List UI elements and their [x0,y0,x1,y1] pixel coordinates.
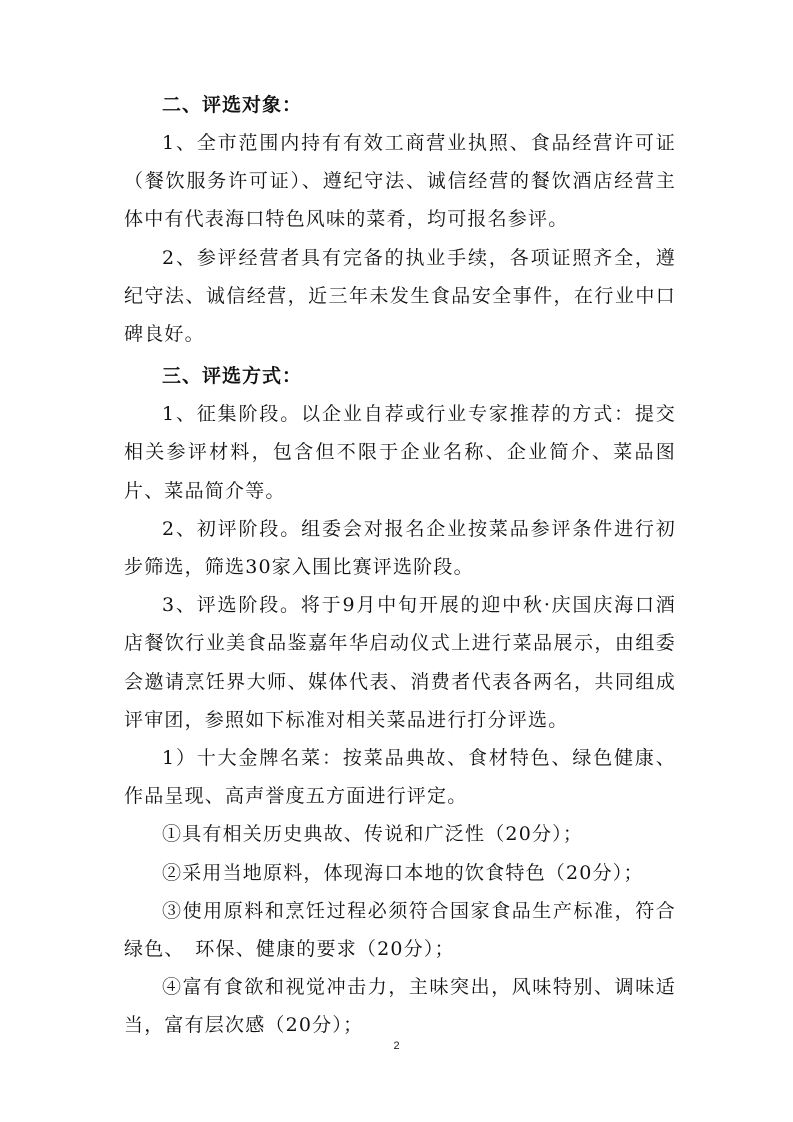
criterion-item-1: ①具有相关历史典故、传说和广泛性（20分）； [162,823,584,846]
paragraph-method-preliminary: 2、初评阶段。组委会对报名企业按菜品参评条件进行初步筛选，筛选30家入围比赛评选阶段。 [124,517,676,579]
paragraph-method-evaluation: 3、评选阶段。将于9月中旬开展的迎中秋·庆国庆海口酒店餐饮行业美食品鉴嘉年华启动仪式上进行菜品展示，由组委会邀请烹饪界大师、媒体代表、消费者代表各两名，共同组成评审团，参照如下标准对相关菜品进行打分评选。 [124,594,676,731]
section-heading-evaluation-method: 三、评选方式： [162,365,303,388]
paragraph-top-ten-dishes: 1）十大金牌名菜：按菜品典故、食材特色、绿色健康、作品呈现、高声誉度五方面进行评定。 [124,747,676,808]
page-number: 2 [393,1040,400,1052]
criterion-item-2: ②采用当地原料，体现海口本地的饮食特色（20分）； [162,861,644,884]
paragraph-target-1: 1、全市范围内持有有效工商营业执照、食品经营许可证（餐饮服务许可证）、遵纪守法、诚信经营的餐饮酒店经营主体中有代表海口特色风味的菜肴，均可报名参评。 [124,132,676,231]
paragraph-method-collection: 1、征集阶段。以企业自荐或行业专家推荐的方式：提交相关参评材料，包含但不限于企业名称、企业简介、菜品图片、菜品简介等。 [124,403,676,502]
document-body [124,86,676,1045]
section-heading-evaluation-targets: 二、评选对象： [162,94,303,116]
criterion-item-3: ③使用原料和烹饪过程必须符合国家食品生产标准，符合绿色、 环保、健康的要求（20分）； [124,899,676,961]
criterion-item-4: ④富有食欲和视觉冲击力，主味突出，风味特别、调味适当，富有层次感（20分）； [124,976,676,1037]
paragraph-target-2: 2、参评经营者具有完备的执业手续，各项证照齐全，遵纪守法、诚信经营，近三年未发生食品安全事件，在行业中口碑良好。 [124,246,676,346]
